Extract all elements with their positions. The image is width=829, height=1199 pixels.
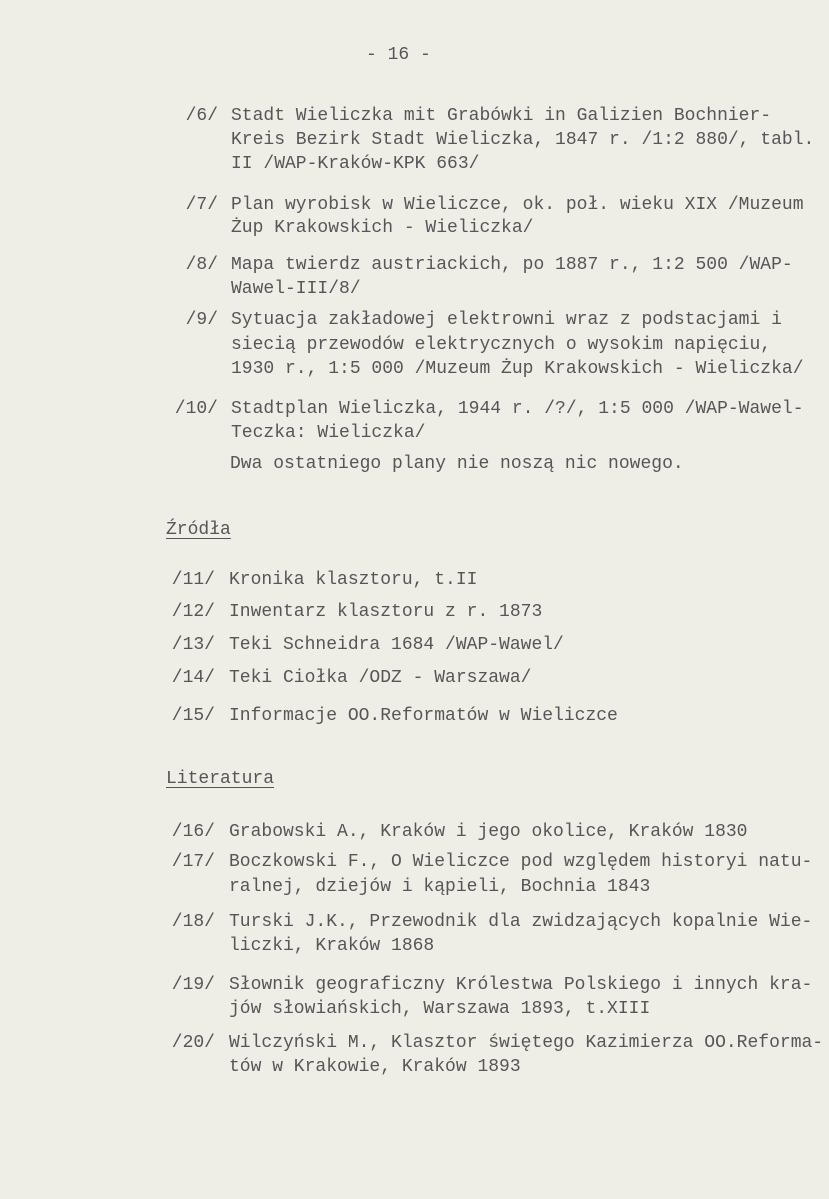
entry-number: /15/ [171, 706, 215, 726]
entry-number: /7/ [185, 195, 218, 215]
entry-text-line: Turski J.K., Przewodnik dla zwidzających kopalnie Wie- [229, 912, 813, 932]
entry-text-line: jów słowiańskich, Warszawa 1893, t.XIII [229, 999, 651, 1019]
entry-text-line: liczki, Kraków 1868 [229, 936, 435, 956]
entry-number: /18/ [171, 912, 215, 932]
entry-number: /6/ [185, 106, 218, 126]
entry-text-line: Teki Ciołka /ODZ - Warszawa/ [229, 668, 532, 688]
entry-text-line: Inwentarz klasztoru z r. 1873 [229, 602, 543, 622]
entry-text-line: Wilczyński M., Klasztor świętego Kazimierza OO.Reforma- [229, 1033, 824, 1053]
entry-text-line: Kreis Bezirk Stadt Wieliczka, 1847 r. /1:2 880/, tabl. [231, 130, 815, 150]
entry-text-line: Stadtplan Wieliczka, 1944 r. /?/, 1:5 000 /WAP-Wawel- [231, 399, 804, 419]
entry-number: /10/ [174, 399, 218, 419]
entry-text-line: siecią przewodów elektrycznych o wysokim napięciu, [231, 335, 772, 355]
entry-number: /9/ [185, 310, 218, 330]
entry-text-line: Sytuacja zakładowej elektrowni wraz z podstacjami i [231, 310, 782, 330]
entry-text-line: Żup Krakowskich - Wieliczka/ [231, 218, 534, 238]
entry-text-line: Teki Schneidra 1684 /WAP-Wawel/ [229, 635, 564, 655]
entry-text-line: Plan wyrobisk w Wieliczce, ok. poł. wieku XIX /Muzeum [231, 195, 804, 215]
entry-text-line: II /WAP-Kraków-KPK 663/ [231, 154, 480, 174]
entry-number: /11/ [171, 570, 215, 590]
literature-heading: Literatura [166, 769, 275, 789]
maps-note: Dwa ostatniego plany nie noszą nic nowego. [230, 454, 684, 474]
entry-number: /14/ [171, 668, 215, 688]
entry-text-line: 1930 r., 1:5 000 /Muzeum Żup Krakowskich - Wieliczka/ [231, 359, 804, 379]
entry-text-line: ralnej, dziejów i kąpieli, Bochnia 1843 [229, 877, 651, 897]
entry-text-line: Teczka: Wieliczka/ [231, 423, 426, 443]
page-number: - 16 - [366, 45, 431, 65]
entry-text-line: Mapa twierdz austriackich, po 1887 r., 1:2 500 /WAP- [231, 255, 793, 275]
entry-text-line: Grabowski A., Kraków i jego okolice, Kraków 1830 [229, 822, 748, 842]
entry-text-line: Wawel-III/8/ [231, 279, 361, 299]
entry-number: /16/ [171, 822, 215, 842]
entry-number: /17/ [171, 852, 215, 872]
entry-number: /12/ [171, 602, 215, 622]
sources-heading: Źródła [166, 520, 231, 540]
entry-text-line: tów w Krakowie, Kraków 1893 [229, 1057, 521, 1077]
entry-number: /20/ [171, 1033, 215, 1053]
entry-text-line: Kronika klasztoru, t.II [229, 570, 478, 590]
entry-text-line: Boczkowski F., O Wieliczce pod względem historyi natu- [229, 852, 813, 872]
entry-number: /19/ [171, 975, 215, 995]
entry-text-line: Słownik geograficzny Królestwa Polskiego i innych kra- [229, 975, 813, 995]
entry-number: /8/ [185, 255, 218, 275]
entry-text-line: Informacje OO.Reformatów w Wieliczce [229, 706, 618, 726]
entry-number: /13/ [171, 635, 215, 655]
entry-text-line: Stadt Wieliczka mit Grabówki in Galizien Bochnier- [231, 106, 772, 126]
